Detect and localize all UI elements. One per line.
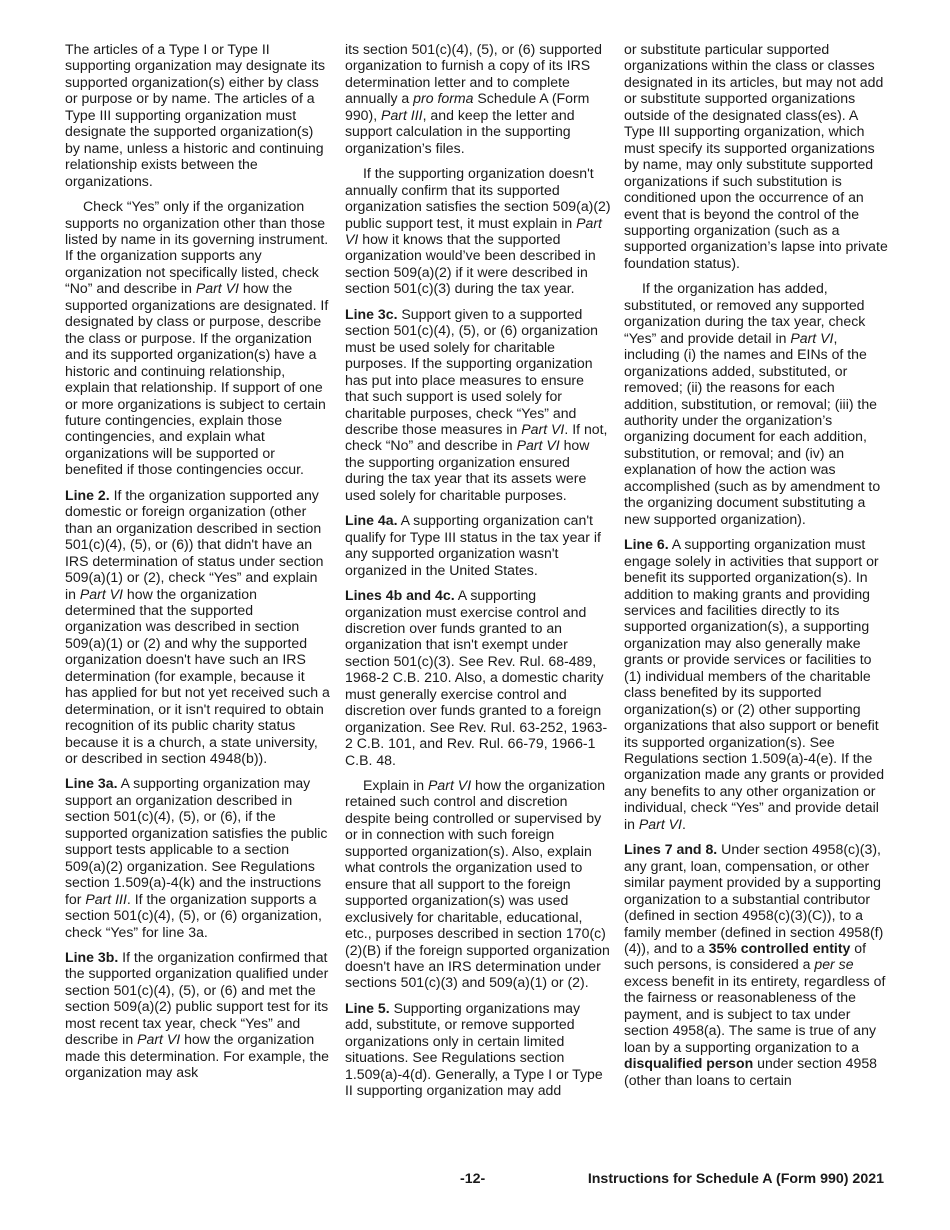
text-column-2 [345, 41, 611, 1108]
text-column-3 [624, 41, 890, 1097]
paragraph-line-3b-continued: its section 501(c)(4), (5), or (6) supported organization to furnish a copy of its IRS determination letter and to complete annually a pro forma Schedule A (Form 990), Part III, and keep the letter and support calculation in the supporting organization’s files. [345, 41, 602, 156]
line-heading: Line 2. [65, 486, 110, 503]
paragraph-line-4a: Line 4a. A supporting organization can't qualify for Type III status in the tax year if any supported organization wasn't organized in the United States. [345, 512, 601, 578]
paragraph-line-5-continued: or substitute particular supported organizations within the class or classes designated in its articles, but may not add or substitute supported organizations outside of the designated class(es). A Type III supporting organization, which must specify its supported organizations by name, may only substitute supported organizations if such substitution is conditioned upon the occurrence of an event that is beyond the control of the supporting organization (such as a supported organization’s lapse into private foundation status). [624, 41, 888, 271]
line-heading: Lines 4b and 4c. [345, 587, 455, 604]
page-number: -12- [460, 1171, 486, 1187]
paragraph-added-substituted: If the organization has added, substituted, or removed any supported organization during the tax year, check “Yes” and provide detail in Part VI, including (i) the names and EINs of the organizations added, substituted, or removed; (ii) the reasons for each addition, substitution, or removal; (iii) the authority under the organization’s organizing document for each addition, substitution, or removal; and (iv) an explanation of how the action was accomplished (such as by amendment to the organizing document substituting a new supported organization). [624, 280, 881, 527]
paragraph-designation: The articles of a Type I or Type II supporting organization may designate its supported organization(s) either by class or purpose or by name. The articles of a Type III supporting organization must designate the supported organization(s) by name, unless a historic and continuing relationship exists between the organizations. [65, 41, 326, 189]
paragraph-explain: Explain in Part VI how the organization retained such control and discretion despite being controlled or supervised by or in connection with such foreign supported organization(s). Also, explain what controls the organization used to ensure that all support to the foreign supported organization(s) was used exclusively for charitable, educational, etc., purposes described in section 170(c)(2)(B) if the foreign supported organization doesn't have an IRS determination under sections 501(c)(3) and 509(a)(1) or (2). [345, 777, 610, 991]
line-heading: Line 3c. [345, 305, 398, 322]
paragraph-annual-confirm: If the supporting organization doesn't annually confirm that its supported organization satisfies the section 509(a)(2) public support test, it must explain in Part VI how it knows that the supported organization would’ve been described in section 509(a)(2) if it were described in section 501(c)(3) during the tax year. [345, 165, 611, 297]
line-heading: Line 3a. [65, 775, 118, 792]
paragraph-line-2: Line 2. If the organization supported any domestic or foreign organization (other than an organization described in section 501(c)(4), (5), or (6)) that didn't have an IRS determination of status under section 509(a)(1) or (2), check “Yes” and explain in Part VI how the organization determined that the supported organization was described in section 509(a)(1) or (2) and why the supported organization doesn't have such an IRS determination (for example, because it has applied for but not yet received such a determination, or it isn't required to obtain recognition of its public charity status because it is a church, a state university, or described in section 4948(b)). [65, 486, 330, 767]
paragraph-check-yes: Check “Yes” only if the organization supports no organization other than those listed by name in its governing instrument. If the organization supports any organization not specifically listed, check “No” and describe in Part VI how the supported organizations are designated. If designated by class or purpose, describe the class or purpose. If the organization and its supported organization(s) have a historic and continuing relationship, explain that relationship. If support of one or more organizations is subject to certain future contingencies, explain those contingencies, and explain what organizations will be supported or benefited if those contingencies occur. [65, 198, 329, 478]
document-title: Instructions for Schedule A (Form 990) 2021 [587, 1171, 884, 1187]
line-heading: Line 4a. [345, 512, 398, 529]
paragraph-line-3c: Line 3c. Support given to a supported section 501(c)(4), (5), or (6) organization must be used solely for charitable purposes. If the supporting organization has put into place measures to ensure that such support is used solely for charitable purposes, check “Yes” and describe those measures in Part VI. If not, check “No” and describe in Part VI how the supporting organization ensured during the tax year that its assets were used solely for charitable purposes. [345, 305, 608, 503]
text-column-1 [65, 41, 331, 1090]
line-heading: Line 5. [345, 999, 390, 1016]
page-footer [0, 1168, 950, 1192]
line-heading: Lines 7 and 8. [624, 841, 718, 858]
paragraph-lines-4b-4c: Lines 4b and 4c. A supporting organization must exercise control and discretion over funds granted to an organization that isn't exempt under section 501(c)(3). See Rev. Rul. 68-489, 1968-2 C.B. 210. Also, a domestic charity must generally exercise control and discretion over funds granted to a foreign organization. See Rev. Rul. 63-252, 1963-2 C.B. 101, and Rev. Rul. 66-79, 1966-1 C.B. 48. [345, 587, 608, 768]
paragraph-lines-7-8: Lines 7 and 8. Under section 4958(c)(3), any grant, loan, compensation, or other similar payment provided by a supporting organization to a substantial contributor (defined in section 4958(c)(3)(C)), to a family member (defined in section 4958(f)(4)), and to a 35% controlled entity of such persons, is considered a per se excess benefit in its entirety, regardless of the fairness or reasonableness of the payment, and is subject to tax under section 4958(a). The same is true of any loan by a supporting organization to a disqualified person under section 4958 (other than loans to certain [624, 841, 886, 1088]
paragraph-line-3b: Line 3b. If the organization confirmed that the supported organization qualified under section 501(c)(4), (5), or (6) and met the section 509(a)(2) public support test for its most recent tax year, check “Yes” and describe in Part VI how the organization made this determination. For example, the organization may ask [65, 949, 329, 1081]
line-heading: Line 3b. [65, 949, 119, 966]
paragraph-line-3a: Line 3a. A supporting organization may support an organization described in section 501(c)(4), (5), or (6), if the supported organization satisfies the public support tests applicable to a section 509(a)(2) organization. See Regulations section 1.509(a)-4(k) and the instructions for Part III. If the organization supports a section 501(c)(4), (5), or (6) organization, check “Yes” for line 3a. [65, 775, 328, 940]
paragraph-line-6: Line 6. A supporting organization must engage solely in activities that support or benefit its supported organization(s). In addition to making grants and providing services and facilities directly to its supported organization(s), a supporting organization may also generally make grants or provide services or facilities to (1) individual members of the charitable class benefited by its supported organization(s) or (2) other supporting organizations that also support or benefit its supported organization(s). See Regulations section 1.509(a)-4(e). If the organization made any grants or provided any benefits to any other organization or individual, check “Yes” and provide detail in Part VI. [624, 536, 885, 832]
paragraph-line-5: Line 5. Supporting organizations may add, substitute, or remove supported organizations only in certain limited situations. See Regulations section 1.509(a)-4(d). Generally, a Type I or Type II supporting organization may add [345, 999, 603, 1099]
line-heading: Line 6. [624, 536, 669, 553]
